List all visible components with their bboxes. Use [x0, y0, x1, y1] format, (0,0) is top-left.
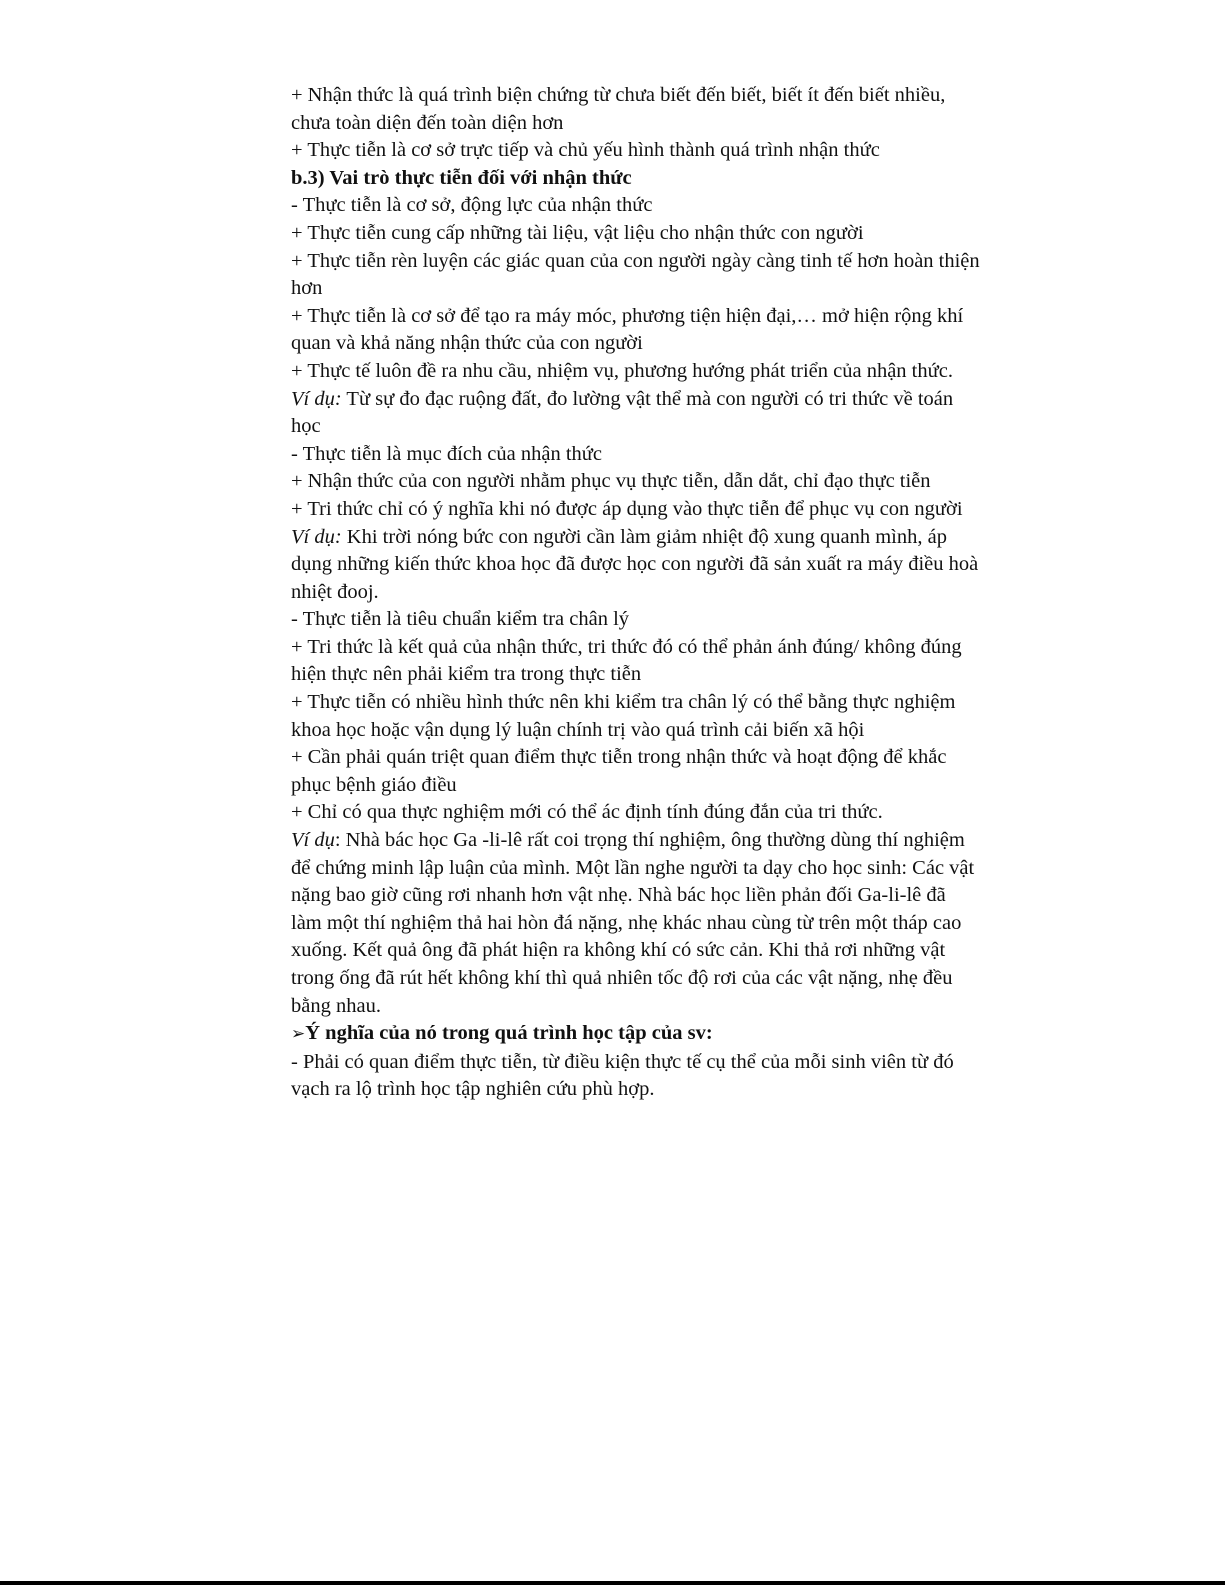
meaning-heading [291, 1020, 981, 1049]
example-label: Ví dụ: [291, 387, 342, 410]
example-paragraph [291, 827, 981, 1020]
example-paragraph [291, 524, 981, 607]
paragraph: - Thực tiễn là tiêu chuẩn kiểm tra chân lý [291, 608, 630, 631]
paragraph: + Thực tế luôn đề ra nhu cầu, nhiệm vụ, phương hướng phát triển của nhận thức. [291, 359, 953, 382]
paragraph: + Tri thức là kết quả của nhận thức, tri thức đó có thể phản ánh đúng/ không đúng hiện thực nên phải kiểm tra trong thực tiễn [291, 635, 962, 686]
example-label: Ví dụ [291, 829, 335, 852]
document-body [291, 82, 981, 1104]
paragraph: - Phải có quan điểm thực tiễn, từ điều kiện thực tế cụ thể của mỗi sinh viên từ đó vạch ra lộ trình học tập nghiên cứu phù hợp. [291, 1050, 954, 1101]
paragraph: + Cần phải quán triệt quan điểm thực tiễn trong nhận thức và hoạt động để khắc phục bệnh giáo điều [291, 746, 947, 796]
section-heading: b.3) Vai trò thực tiễn đối với nhận thức [291, 166, 632, 189]
paragraph: + Nhận thức của con người nhằm phục vụ thực tiễn, dẫn dắt, chỉ đạo thực tiễn [291, 470, 931, 493]
paragraph: + Nhận thức là quá trình biện chứng từ chưa biết đến biết, biết ít đến biết nhiều, chưa toàn diện đến toàn diện hơn [291, 84, 946, 134]
example-text: Khi trời nóng bức con người cần làm giảm nhiệt độ xung quanh mình, áp dụng những kiến thức khoa học đã được học con người đã sản xuất ra máy điều hoà nhiệt đooj. [291, 525, 979, 603]
paragraph: + Thực tiễn là cơ sở trực tiếp và chủ yếu hình thành quá trình nhận thức [291, 139, 880, 162]
paragraph: + Thực tiễn rèn luyện các giác quan của con người ngày càng tinh tế hơn hoàn thiện hơn [291, 249, 980, 300]
paragraph: + Thực tiễn cung cấp những tài liệu, vật liệu cho nhận thức con người [291, 221, 864, 244]
paragraph: + Chỉ có qua thực nghiệm mới có thể ác định tính đúng đắn của tri thức. [291, 801, 883, 824]
example-label: Ví dụ: [291, 525, 342, 548]
paragraph: - Thực tiễn là mục đích của nhận thức [291, 442, 603, 465]
paragraph: + Thực tiễn có nhiều hình thức nên khi kiểm tra chân lý có thể bằng thực nghiệm khoa học hoặc vận dụng lý luận chính trị vào quá trình cải biến xã hội [291, 691, 956, 741]
paragraph: + Thực tiễn là cơ sở để tạo ra máy móc, phương tiện hiện đại,… mở hiện rộng khí quan và khả năng nhận thức của con người [291, 304, 964, 355]
paragraph: + Tri thức chỉ có ý nghĩa khi nó được áp dụng vào thực tiễn để phục vụ con người [291, 497, 963, 520]
arrow-bullet-icon: ➢ [291, 1024, 306, 1045]
meaning-heading-text: Ý nghĩa của nó trong quá trình học tập của sv: [305, 1022, 713, 1045]
paragraph: - Thực tiễn là cơ sở, động lực của nhận thức [291, 194, 653, 217]
page-bottom-border [0, 1581, 1225, 1585]
example-text: Từ sự đo đạc ruộng đất, đo lường vật thể mà con người có tri thức về toán học [291, 387, 954, 438]
example-text: : Nhà bác học Ga -li-lê rất coi trọng thí nghiệm, ông thường dùng thí nghiệm để chứng minh lập luận của mình. Một lần nghe người ta dạy cho học sinh: Các vật nặng bao giờ cũng rơi nhanh hơn vật nhẹ. Nhà bác học liền phản đối Ga-li-lê đã làm một thí nghiệm thả hai hòn đá nặng, nhẹ khác nhau cùng từ trên một tháp cao xuống. Kết quả ông đã phát hiện ra không khí có sức cản. Khi thả rơi những vật trong ống đã rút hết không khí thì quả nhiên tốc độ rơi của các vật nặng, nhẹ đều bằng nhau. [291, 829, 975, 1017]
example-paragraph [291, 386, 981, 441]
